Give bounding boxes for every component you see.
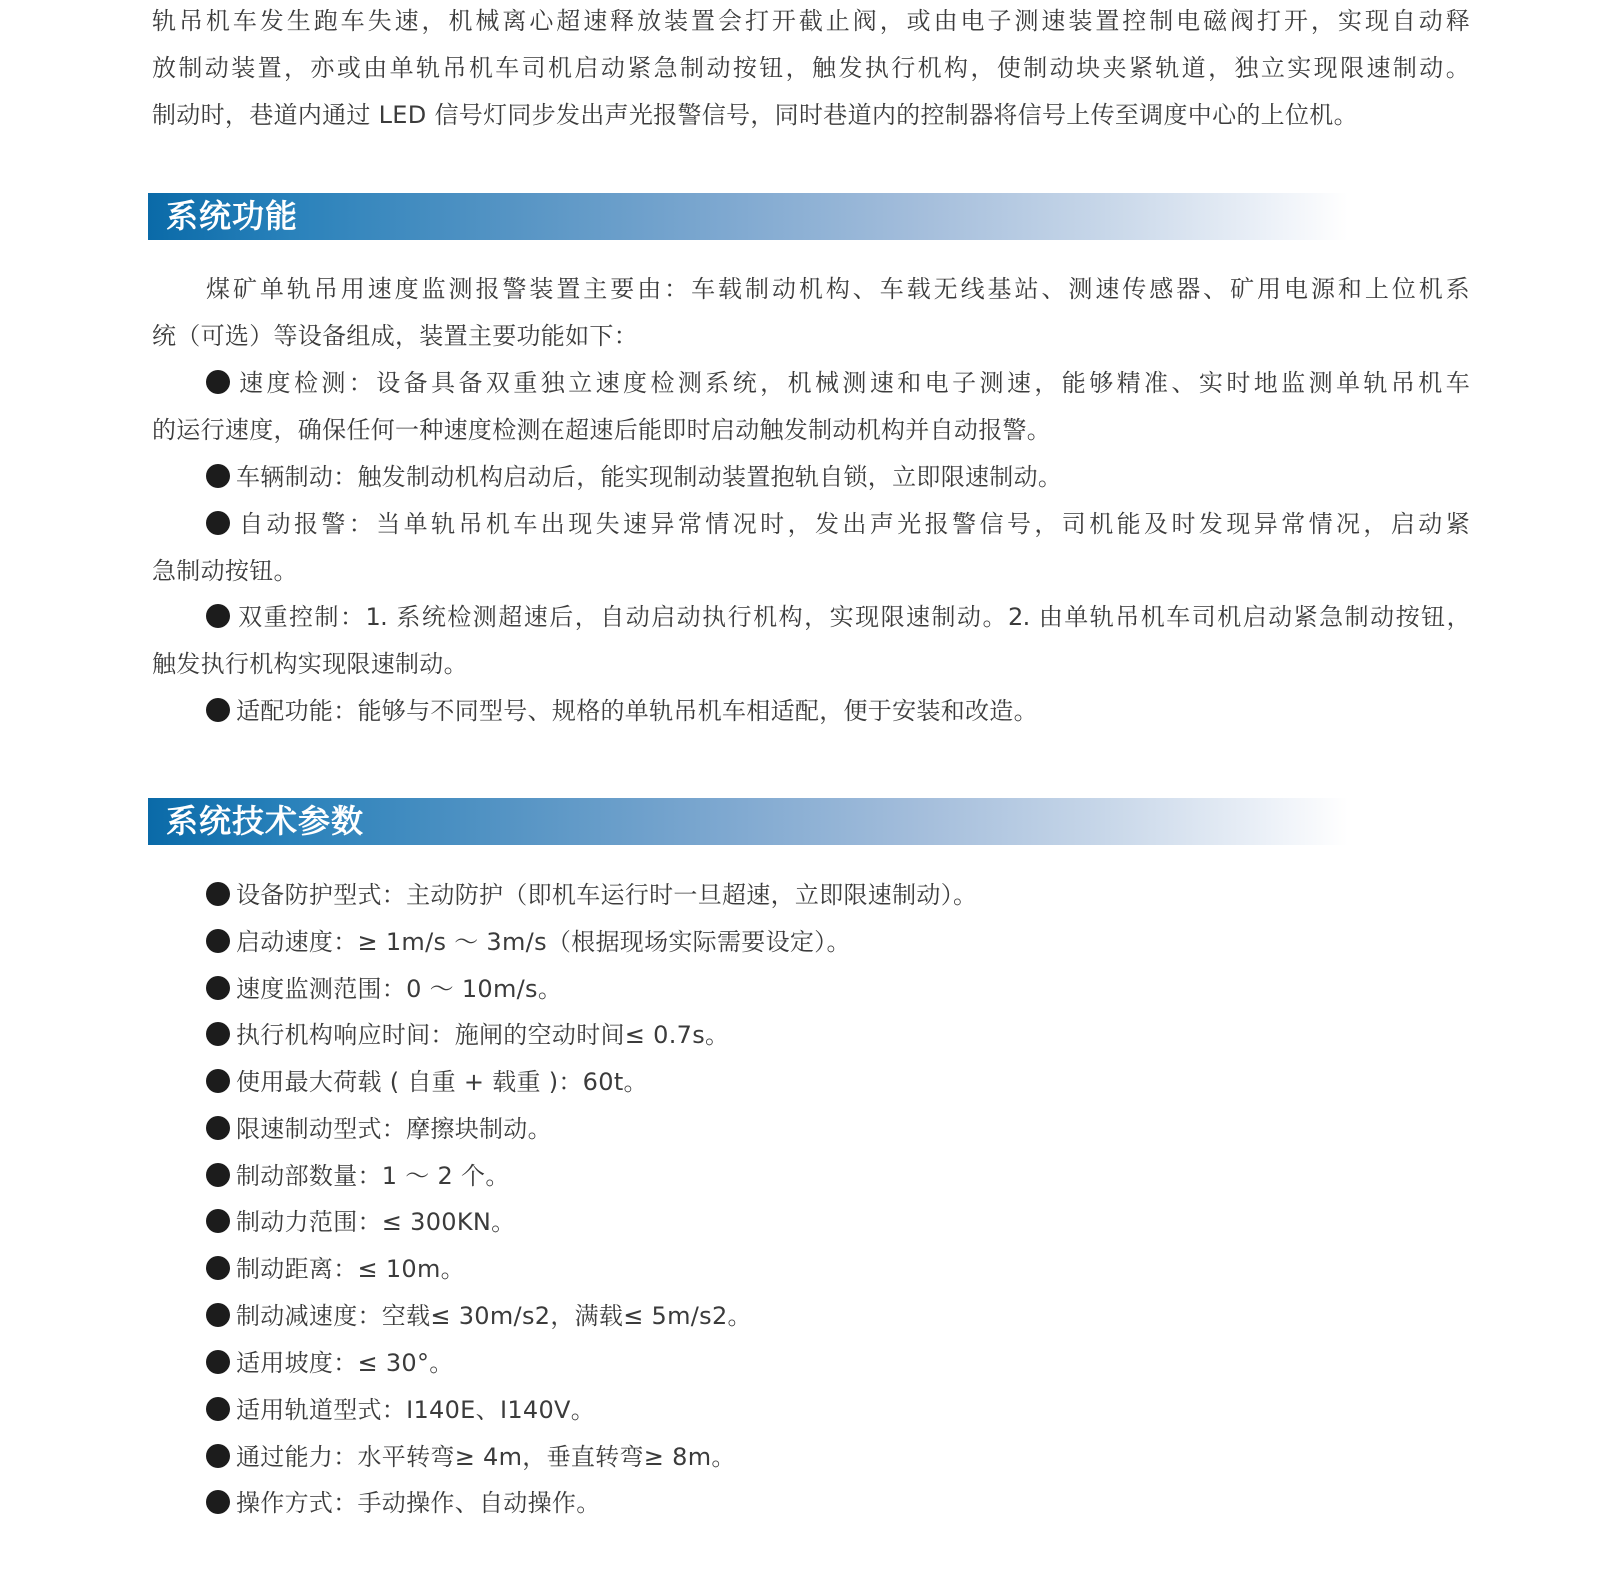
bullet-icon [206,1397,230,1421]
function-item-speed-detection-cont: 的运行速度，确保任何一种速度检测在超速后能即时启动触发制动机构并自动报警。 [152,416,1052,444]
bullet-icon [206,604,230,628]
spec-item-track-type: 适用轨道型式：I140E、I140V。 [206,1394,595,1426]
bullet-icon [206,1209,230,1233]
section-header-specs [148,798,1348,845]
spec-item-slope: 适用坡度：≤ 30°。 [206,1347,454,1379]
bullet-icon [206,1490,230,1514]
spec-item-max-load: 使用最大荷载 ( 自重 + 载重 )：60t。 [206,1066,648,1098]
section-header-functions [148,193,1348,240]
bullet-icon [206,1163,230,1187]
bullet-icon [206,370,230,394]
bullet-icon [206,1116,230,1140]
spec-item-speed-range: 速度监测范围：0 ～ 10m/s。 [206,973,562,1005]
intro-line-3: 制动时，巷道内通过 LED 信号灯同步发出声光报警信号，同时巷道内的控制器将信号上传至调度中心的上位机。 [152,101,1358,129]
spec-item-brake-type: 限速制动型式：摩擦块制动。 [206,1113,552,1145]
bullet-icon [206,1069,230,1093]
bullet-icon [206,1022,230,1046]
spec-item-passing-capacity: 通过能力：水平转弯≥ 4m，垂直转弯≥ 8m。 [206,1441,736,1473]
section-title-specs: 系统技术参数 [166,802,365,840]
spec-item-deceleration: 制动减速度：空载≤ 30m/s2，满载≤ 5m/s2。 [206,1300,752,1332]
function-item-auto-alarm-cont: 急制动按钮。 [152,557,298,585]
section-title-functions: 系统功能 [166,197,299,235]
function-item-speed-detection: 速度检测：设备具备双重独立速度检测系统，机械测速和电子测速，能够精准、实时地监测单轨吊机车 [152,367,1470,399]
bullet-icon [206,882,230,906]
function-item-adaptation: 适配功能：能够与不同型号、规格的单轨吊机车相适配，便于安装和改造。 [152,695,1038,727]
function-item-dual-control: 双重控制：1. 系统检测超速后，自动启动执行机构，实现限速制动。2. 由单轨吊机车司机启动紧急制动按钮， [152,601,1470,633]
bullet-icon [206,1444,230,1468]
bullet-icon [206,464,230,488]
functions-intro-line-1: 煤矿单轨吊用速度监测报警装置主要由：车载制动机构、车载无线基站、测速传感器、矿用电源和上位机系 [206,275,1470,303]
spec-item-response-time: 执行机构响应时间：施闸的空动时间≤ 0.7s。 [206,1019,729,1051]
spec-item-operation-mode: 操作方式：手动操作、自动操作。 [206,1487,601,1519]
bullet-icon [206,511,230,535]
bullet-icon [206,1256,230,1280]
function-item-vehicle-braking: 车辆制动：触发制动机构启动后，能实现制动装置抱轨自锁，立即限速制动。 [152,461,1062,493]
spec-item-protection-type: 设备防护型式：主动防护（即机车运行时一旦超速，立即限速制动）。 [206,879,977,911]
bullet-icon [206,1303,230,1327]
function-item-auto-alarm: 自动报警：当单轨吊机车出现失速异常情况时，发出声光报警信号，司机能及时发现异常情况，启动紧 [152,508,1470,540]
bullet-icon [206,1350,230,1374]
function-item-dual-control-cont: 触发执行机构实现限速制动。 [152,650,468,678]
intro-line-1: 轨吊机车发生跑车失速，机械离心超速释放装置会打开截止阀，或由电子测速装置控制电磁阀打开，实现自动释 [152,7,1470,35]
intro-line-2: 放制动装置，亦或由单轨吊机车司机启动紧急制动按钮，触发执行机构，使制动块夹紧轨道，独立实现限速制动。 [152,54,1470,82]
spec-item-brake-distance: 制动距离：≤ 10m。 [206,1253,465,1285]
bullet-icon [206,929,230,953]
bullet-icon [206,698,230,722]
spec-item-brake-force: 制动力范围：≤ 300KN。 [206,1206,515,1238]
spec-item-brake-count: 制动部数量：1 ～ 2 个。 [206,1160,510,1192]
bullet-icon [206,976,230,1000]
functions-intro-line-2: 统（可选）等设备组成，装置主要功能如下： [152,322,638,350]
spec-item-start-speed: 启动速度：≥ 1m/s ～ 3m/s（根据现场实际需要设定）。 [206,926,851,958]
